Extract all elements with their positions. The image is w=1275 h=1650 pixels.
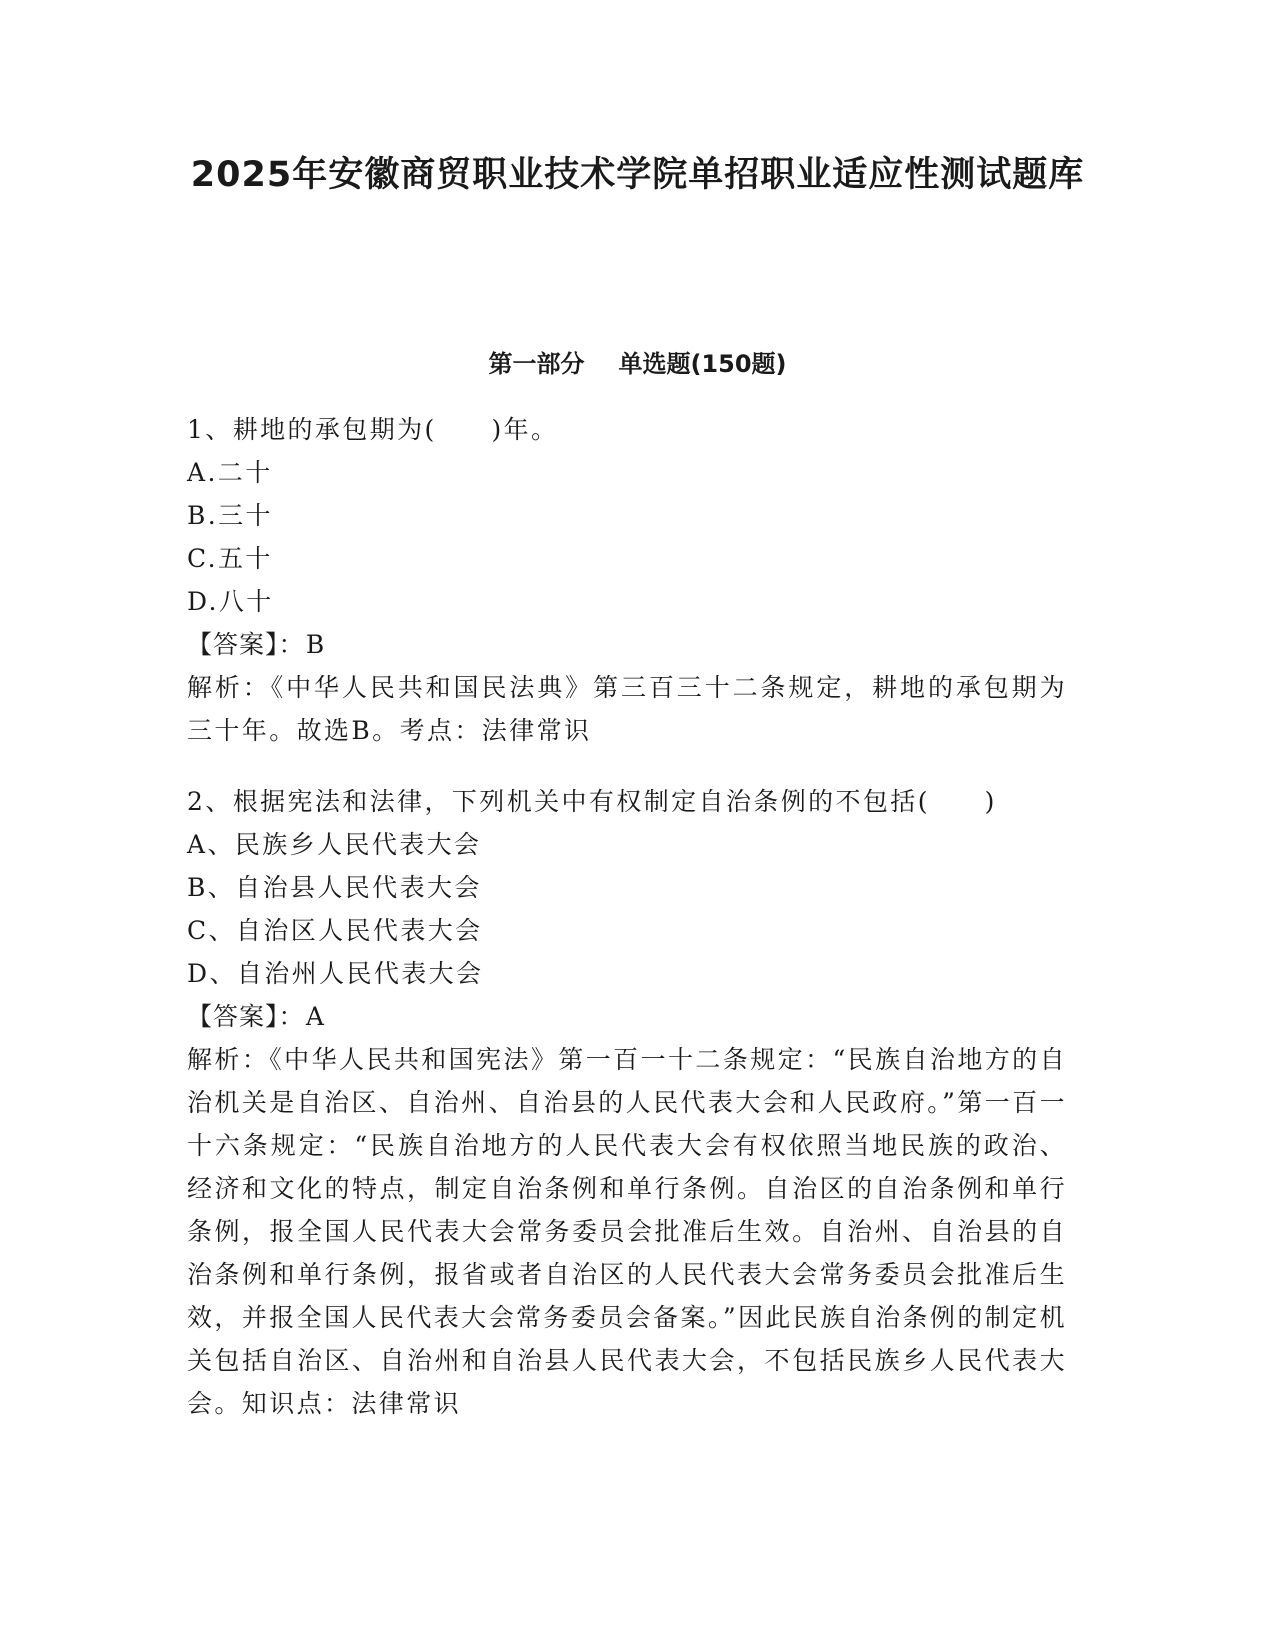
answer-line [187, 623, 1067, 666]
answer-label: 【答案】 [187, 1002, 279, 1031]
option-b: B、自治县人民代表大会 [187, 873, 482, 902]
answer-value: ：A [278, 1002, 327, 1031]
option-b: B.三十 [187, 501, 273, 530]
explanation: 解析：《中华人民共和国宪法》第一百一十二条规定：“民族自治地方的自治机关是自治区、自治州、自治县的人民代表大会和人民政府。”第一百一十六条规定：“民族自治地方的人民代表大会有权依照当地民族的政治、经济和文化的特点，制定自治条例和单行条例。自治区的自治条例和单行条例，报全国人民代表大会常务委员会批准后生效。自治州、自治县的自治条例和单行条例，报省或者自治区的人民代表大会常务委员会批准后生效，并报全国人民代表大会常务委员会备案。”因此民族自治条例的制定机关包括自治区、自治州和自治县人民代表大会，不包括民族乡人民代表大会。知识点：法律常识 [187, 1045, 1067, 1418]
question-stem: 1、耕地的承包期为( )年。 [187, 415, 559, 444]
section-heading [150, 348, 1125, 380]
question-block-2 [187, 780, 1067, 1425]
explanation: 解析：《中华人民共和国民法典》第三百三十二条规定，耕地的承包期为三十年。故选B。考点：法律常识 [187, 673, 1067, 745]
option-d: D.八十 [187, 587, 274, 616]
option-c: C、自治区人民代表大会 [187, 916, 483, 945]
option-c: C.五十 [187, 544, 273, 573]
option-a: A.二十 [187, 458, 273, 487]
question-block-1 [187, 408, 1067, 752]
option-a: A、民族乡人民代表大会 [187, 830, 482, 859]
answer-value: ：B [278, 630, 327, 659]
question-stem: 2、根据宪法和法律，下列机关中有权制定自治条例的不包括( ) [187, 787, 997, 816]
section-part-label: 第一部分 [488, 350, 585, 378]
section-name-label: 单选题(150题) [618, 350, 787, 378]
answer-line [187, 995, 1067, 1038]
answer-label: 【答案】 [187, 630, 279, 659]
option-d: D、自治州人民代表大会 [187, 959, 484, 988]
document-title: 2025年安徽商贸职业技术学院单招职业适应性测试题库 [190, 155, 1085, 195]
